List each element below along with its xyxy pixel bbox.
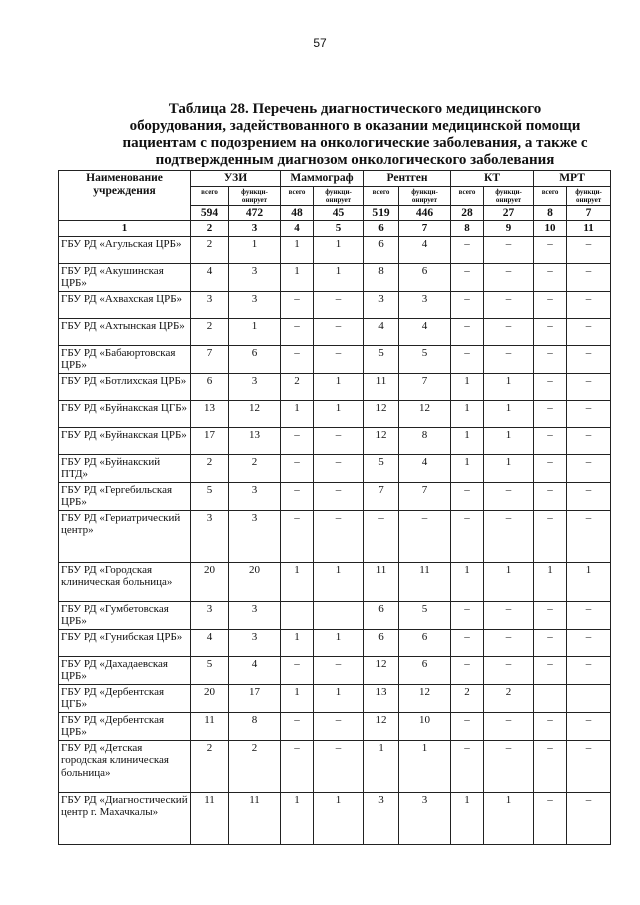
cell-value: 2 (229, 454, 281, 482)
cell-value: 3 (229, 629, 281, 656)
cell-value: – (534, 482, 567, 510)
cell-value: 4 (191, 263, 229, 291)
table-row (59, 427, 611, 454)
cell-value: 5 (364, 345, 399, 373)
cell-value: – (314, 427, 364, 454)
cell-value: 20 (229, 562, 281, 601)
cell-value: 1 (281, 400, 314, 427)
sub-header-functioning: функци-онирует (399, 186, 451, 205)
cell-value: – (281, 454, 314, 482)
cell-value: 4 (399, 236, 451, 263)
institution-name: ГБУ РД «Ахвахская ЦРБ» (59, 291, 191, 318)
total-value: 45 (314, 205, 364, 221)
cell-value: 1 (484, 454, 534, 482)
cell-value: 1 (484, 373, 534, 400)
cell-value: – (451, 345, 484, 373)
table-row (59, 510, 611, 562)
cell-value: 1 (451, 454, 484, 482)
total-value: 28 (451, 205, 484, 221)
cell-value: 10 (399, 712, 451, 740)
cell-value: – (484, 601, 534, 629)
cell-value: 1 (451, 562, 484, 601)
cell-value: 3 (191, 291, 229, 318)
cell-value: – (281, 318, 314, 345)
group-header-mri: МРТ (534, 171, 611, 187)
column-number: 2 (191, 221, 229, 237)
column-number: 6 (364, 221, 399, 237)
cell-value: 3 (229, 601, 281, 629)
cell-value: 11 (364, 373, 399, 400)
cell-value: – (314, 510, 364, 562)
cell-value: – (451, 291, 484, 318)
table-row (59, 562, 611, 601)
institution-name: ГБУ РД «Гунибская ЦРБ» (59, 629, 191, 656)
table-body (59, 221, 611, 845)
table-title: Таблица 28. Перечень диагностического медицинского оборудования, задействованного в оказании медицинской помощи пациентам с подозрением на онкологические заболевания, а также с подтвержденным диагнозом онкологического заболевания (122, 101, 588, 168)
cell-value: 1 (314, 562, 364, 601)
cell-value: – (567, 427, 611, 454)
cell-value: 6 (364, 601, 399, 629)
cell-value: – (484, 263, 534, 291)
group-header-xray: Рентген (364, 171, 451, 187)
cell-value: – (534, 454, 567, 482)
cell-value: 5 (364, 454, 399, 482)
cell-value: 3 (229, 291, 281, 318)
cell-value: – (314, 712, 364, 740)
institution-name: ГБУ РД «Агульская ЦРБ» (59, 236, 191, 263)
cell-value: – (451, 712, 484, 740)
cell-value: – (534, 712, 567, 740)
column-number: 8 (451, 221, 484, 237)
cell-value: 20 (191, 562, 229, 601)
table-row (59, 792, 611, 844)
column-number: 7 (399, 221, 451, 237)
cell-value: 1 (451, 373, 484, 400)
cell-value: – (451, 740, 484, 792)
column-number: 5 (314, 221, 364, 237)
institution-name: ГБУ РД «Диагностический центр г. Махачкалы» (59, 792, 191, 844)
table-row (59, 400, 611, 427)
cell-value: 7 (364, 482, 399, 510)
cell-value: 2 (191, 236, 229, 263)
cell-value: 1 (399, 740, 451, 792)
cell-value (534, 684, 567, 712)
cell-value: – (567, 792, 611, 844)
cell-value: 12 (399, 400, 451, 427)
cell-value: 20 (191, 684, 229, 712)
table-row (59, 740, 611, 792)
cell-value: 1 (484, 562, 534, 601)
cell-value: 3 (364, 291, 399, 318)
institution-name: ГБУ РД «Акушинская ЦРБ» (59, 263, 191, 291)
cell-value: 8 (399, 427, 451, 454)
cell-value: 4 (399, 318, 451, 345)
cell-value: – (451, 236, 484, 263)
cell-value: – (281, 482, 314, 510)
cell-value: 5 (191, 656, 229, 684)
cell-value: 7 (399, 482, 451, 510)
sub-header-functioning: функци-онирует (567, 186, 611, 205)
cell-value: – (534, 629, 567, 656)
cell-value: – (534, 236, 567, 263)
institution-name: ГБУ РД «Дербентская ЦРБ» (59, 712, 191, 740)
equipment-table (58, 170, 611, 845)
cell-value: 4 (399, 454, 451, 482)
cell-value: 8 (364, 263, 399, 291)
cell-value: 17 (229, 684, 281, 712)
institution-name: ГБУ РД «Буйнакская ЦРБ» (59, 427, 191, 454)
cell-value: 3 (191, 601, 229, 629)
column-number-row (59, 221, 611, 237)
cell-value: 3 (229, 373, 281, 400)
cell-value: 1 (281, 792, 314, 844)
cell-value: – (484, 482, 534, 510)
cell-value (281, 601, 314, 629)
cell-value: – (281, 510, 314, 562)
cell-value: – (567, 629, 611, 656)
cell-value: – (484, 345, 534, 373)
cell-value: – (399, 510, 451, 562)
cell-value (567, 684, 611, 712)
sub-header-functioning: функци-онирует (484, 186, 534, 205)
cell-value: – (314, 345, 364, 373)
cell-value: – (451, 263, 484, 291)
institution-name: ГБУ РД «Ботлихская ЦРБ» (59, 373, 191, 400)
cell-value: – (484, 629, 534, 656)
cell-value: – (534, 510, 567, 562)
cell-value: 1 (314, 684, 364, 712)
cell-value: – (534, 291, 567, 318)
cell-value: 4 (191, 629, 229, 656)
cell-value: 3 (191, 510, 229, 562)
cell-value: – (534, 792, 567, 844)
institution-name: ГБУ РД «Гериатрический центр» (59, 510, 191, 562)
cell-value: 11 (364, 562, 399, 601)
cell-value: 2 (191, 740, 229, 792)
cell-value: – (451, 656, 484, 684)
cell-value: 12 (229, 400, 281, 427)
cell-value: 1 (314, 792, 364, 844)
cell-value: 5 (399, 601, 451, 629)
cell-value: 1 (314, 629, 364, 656)
cell-value: 1 (229, 236, 281, 263)
cell-value: – (534, 601, 567, 629)
total-value: 7 (567, 205, 611, 221)
cell-value: 11 (191, 712, 229, 740)
cell-value: 13 (364, 684, 399, 712)
table-row (59, 454, 611, 482)
cell-value: – (314, 318, 364, 345)
column-number: 3 (229, 221, 281, 237)
cell-value: – (534, 400, 567, 427)
cell-value: 6 (229, 345, 281, 373)
cell-value: 1 (314, 263, 364, 291)
cell-value: – (567, 318, 611, 345)
cell-value: 2 (191, 454, 229, 482)
cell-value: – (484, 318, 534, 345)
cell-value: 5 (191, 482, 229, 510)
cell-value: 5 (399, 345, 451, 373)
cell-value: 1 (451, 792, 484, 844)
cell-value: – (484, 712, 534, 740)
cell-value: 1 (314, 236, 364, 263)
total-value: 472 (229, 205, 281, 221)
cell-value: 1 (484, 400, 534, 427)
cell-value: – (451, 318, 484, 345)
cell-value: – (534, 263, 567, 291)
cell-value: – (451, 482, 484, 510)
column-number: 1 (59, 221, 191, 237)
cell-value: 7 (191, 345, 229, 373)
cell-value: 12 (364, 400, 399, 427)
cell-value: – (314, 740, 364, 792)
cell-value: 1 (451, 427, 484, 454)
cell-value: 3 (229, 510, 281, 562)
cell-value: – (534, 345, 567, 373)
cell-value: 6 (399, 629, 451, 656)
cell-value: – (314, 291, 364, 318)
cell-value: – (567, 510, 611, 562)
cell-value: 6 (399, 263, 451, 291)
cell-value: 6 (364, 236, 399, 263)
cell-value: – (567, 601, 611, 629)
cell-value: 1 (567, 562, 611, 601)
cell-value: – (534, 373, 567, 400)
cell-value: 12 (399, 684, 451, 712)
table-row (59, 373, 611, 400)
cell-value: – (567, 345, 611, 373)
cell-value: 3 (229, 263, 281, 291)
total-value: 594 (191, 205, 229, 221)
sub-header-functioning: функци-онирует (314, 186, 364, 205)
group-header-row (59, 171, 611, 187)
cell-value: – (281, 656, 314, 684)
cell-value: – (484, 236, 534, 263)
cell-value: 1 (534, 562, 567, 601)
cell-value: – (451, 510, 484, 562)
cell-value: – (567, 740, 611, 792)
institution-name: ГБУ РД «Детская городская клиническая больница» (59, 740, 191, 792)
cell-value: – (451, 629, 484, 656)
cell-value: 6 (191, 373, 229, 400)
cell-value: – (281, 740, 314, 792)
cell-value: – (567, 454, 611, 482)
cell-value: 1 (484, 427, 534, 454)
cell-value: – (281, 427, 314, 454)
cell-value: 1 (281, 629, 314, 656)
sub-header-functioning: функци-онирует (229, 186, 281, 205)
cell-value: 2 (281, 373, 314, 400)
column-number: 4 (281, 221, 314, 237)
column-number: 11 (567, 221, 611, 237)
name-column-header: Наименование учреждения (59, 171, 191, 221)
cell-value: 1 (229, 318, 281, 345)
cell-value: 6 (399, 656, 451, 684)
table-row (59, 318, 611, 345)
cell-value: – (567, 400, 611, 427)
table-row (59, 601, 611, 629)
cell-value: 12 (364, 427, 399, 454)
cell-value: 8 (229, 712, 281, 740)
cell-value: – (314, 482, 364, 510)
total-value: 27 (484, 205, 534, 221)
cell-value: 3 (229, 482, 281, 510)
cell-value: 6 (364, 629, 399, 656)
cell-value: 7 (399, 373, 451, 400)
cell-value: 11 (229, 792, 281, 844)
cell-value: 1 (314, 400, 364, 427)
cell-value (314, 601, 364, 629)
cell-value: 13 (191, 400, 229, 427)
cell-value: 17 (191, 427, 229, 454)
cell-value: 2 (451, 684, 484, 712)
cell-value: 1 (281, 562, 314, 601)
cell-value: – (534, 656, 567, 684)
cell-value: 1 (451, 400, 484, 427)
cell-value: – (281, 712, 314, 740)
cell-value: 1 (281, 263, 314, 291)
cell-value: – (484, 740, 534, 792)
group-header-mammograph: Маммограф (281, 171, 364, 187)
cell-value: 1 (281, 236, 314, 263)
cell-value: 2 (191, 318, 229, 345)
page-number: 57 (313, 36, 327, 50)
cell-value: 1 (281, 684, 314, 712)
group-header-ct: КТ (451, 171, 534, 187)
cell-value: – (567, 263, 611, 291)
cell-value: – (484, 291, 534, 318)
cell-value: – (364, 510, 399, 562)
column-number: 9 (484, 221, 534, 237)
table-row (59, 482, 611, 510)
institution-name: ГБУ РД «Буйнакская ЦГБ» (59, 400, 191, 427)
cell-value: 1 (484, 792, 534, 844)
institution-name: ГБУ РД «Дахадаевская ЦРБ» (59, 656, 191, 684)
cell-value: – (567, 712, 611, 740)
sub-header-total: всего (191, 186, 229, 205)
total-value: 519 (364, 205, 399, 221)
cell-value: – (567, 482, 611, 510)
cell-value: – (567, 291, 611, 318)
cell-value: 4 (364, 318, 399, 345)
institution-name: ГБУ РД «Гумбетовская ЦРБ» (59, 601, 191, 629)
cell-value: 2 (484, 684, 534, 712)
cell-value: 11 (191, 792, 229, 844)
cell-value: 4 (229, 656, 281, 684)
cell-value: 12 (364, 712, 399, 740)
cell-value: 12 (364, 656, 399, 684)
cell-value: – (281, 291, 314, 318)
table-row (59, 291, 611, 318)
cell-value: – (281, 345, 314, 373)
total-value: 48 (281, 205, 314, 221)
total-value: 446 (399, 205, 451, 221)
cell-value: 11 (399, 562, 451, 601)
cell-value: – (534, 740, 567, 792)
cell-value: – (567, 236, 611, 263)
cell-value: 1 (364, 740, 399, 792)
table-row (59, 684, 611, 712)
column-number: 10 (534, 221, 567, 237)
table-row (59, 236, 611, 263)
table-row (59, 345, 611, 373)
cell-value: 3 (399, 792, 451, 844)
total-value: 8 (534, 205, 567, 221)
sub-header-total: всего (534, 186, 567, 205)
cell-value: – (314, 454, 364, 482)
cell-value: – (484, 656, 534, 684)
institution-name: ГБУ РД «Буйнакский ПТД» (59, 454, 191, 482)
institution-name: ГБУ РД «Гергебильская ЦРБ» (59, 482, 191, 510)
institution-name: ГБУ РД «Бабаюртовская ЦРБ» (59, 345, 191, 373)
sub-header-total: всего (451, 186, 484, 205)
cell-value: 3 (399, 291, 451, 318)
cell-value: – (567, 656, 611, 684)
cell-value: 13 (229, 427, 281, 454)
sub-header-total: всего (281, 186, 314, 205)
table-row (59, 263, 611, 291)
cell-value: – (484, 510, 534, 562)
cell-value: – (567, 373, 611, 400)
cell-value: – (534, 318, 567, 345)
cell-value: – (534, 427, 567, 454)
group-header-uzi: УЗИ (191, 171, 281, 187)
institution-name: ГБУ РД «Ахтынская ЦРБ» (59, 318, 191, 345)
cell-value: 3 (364, 792, 399, 844)
institution-name: ГБУ РД «Дербентская ЦГБ» (59, 684, 191, 712)
cell-value: 2 (229, 740, 281, 792)
table-row (59, 712, 611, 740)
sub-header-total: всего (364, 186, 399, 205)
cell-value: – (451, 601, 484, 629)
cell-value: 1 (314, 373, 364, 400)
institution-name: ГБУ РД «Городская клиническая больница» (59, 562, 191, 601)
cell-value: – (314, 656, 364, 684)
table-row (59, 656, 611, 684)
table-row (59, 629, 611, 656)
